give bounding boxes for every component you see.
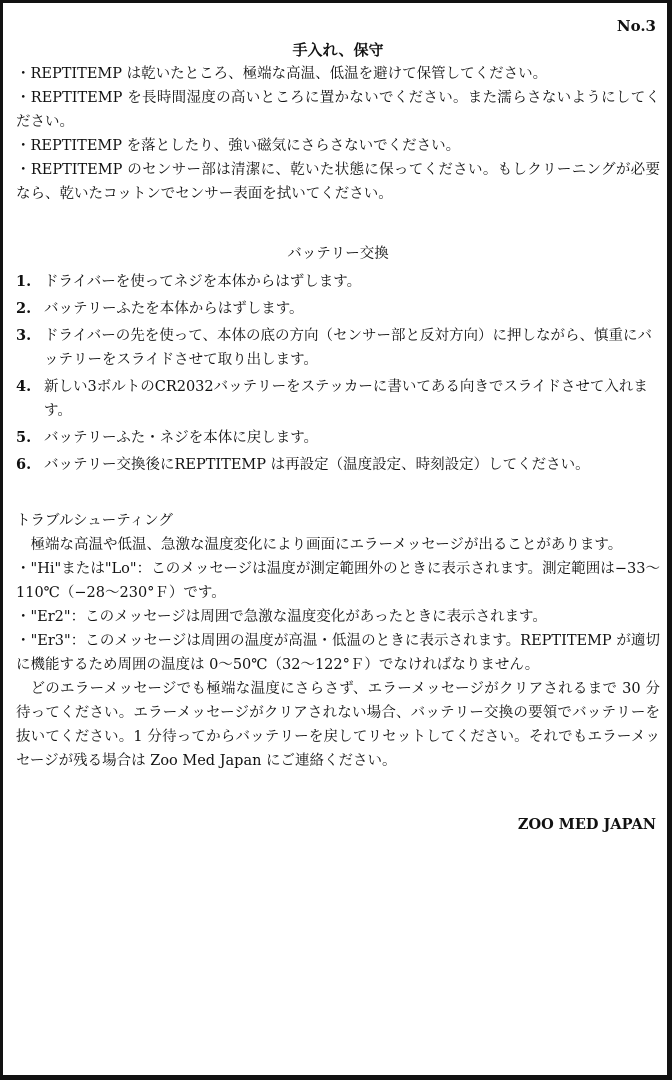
step-number: 5. xyxy=(16,429,32,446)
step-text: バッテリーふたを本体からはずします。 xyxy=(44,301,304,317)
battery-step xyxy=(16,270,660,294)
battery-title: バッテリー交換 xyxy=(287,246,389,262)
step-number: 4. xyxy=(16,378,32,395)
step-number: 3. xyxy=(16,327,32,344)
page-number: No.3 xyxy=(616,17,656,35)
battery-step xyxy=(16,375,660,423)
troubleshooting-closing: どのエラーメッセージでも極端な温度にさらさず、エラーメッセージがクリアされるまで 30 分待ってください。エラーメッセージがクリアされない場合、バッテリー交換の要領でバッテリーを抜いてください。1 分待ってからバッテリーを戻してリセットしてください。それでもエラーメッセージが残る場合は Zoo Med Japan にご連絡ください。 xyxy=(16,681,660,769)
troubleshooting-item: ・"Er2"：このメッセージは周囲で急激な温度変化があったときに表示されます。 xyxy=(16,609,547,625)
step-text: ドライバーを使ってネジを本体からはずします。 xyxy=(44,274,362,290)
company-signature: ZOO MED JAPAN xyxy=(517,816,656,833)
step-number: 2. xyxy=(16,300,32,317)
troubleshooting-item: ・"Er3"：このメッセージは周囲の温度が高温・低温のときに表示されます。REPTITEMP が適切に機能するため周囲の温度は 0～50℃（32～122°Ｆ）でなければなりません。 xyxy=(16,633,660,673)
step-text: バッテリー交換後にREPTITEMP は再設定（温度設定、時刻設定）してください。 xyxy=(44,457,590,473)
step-text: バッテリーふた・ネジを本体に戻します。 xyxy=(44,430,319,446)
battery-step xyxy=(16,426,660,450)
battery-step xyxy=(16,297,660,321)
maintenance-bullet: ・REPTITEMP を長時間湿度の高いところに置かないでください。また濡らさないようにしてください。 xyxy=(16,90,660,130)
maintenance-bullet: ・REPTITEMP は乾いたところ、極端な高温、低温を避けて保管してください。 xyxy=(16,66,548,82)
step-text: 新しい3ボルトのCR2032バッテリーをステッカーに書いてある向きでスライドさせて入れます。 xyxy=(44,379,648,419)
troubleshooting-title: トラブルシューティング xyxy=(16,513,173,529)
battery-step xyxy=(16,324,660,372)
battery-steps xyxy=(16,270,660,477)
step-number: 6. xyxy=(16,456,32,473)
step-number: 1. xyxy=(16,273,32,290)
battery-step xyxy=(16,453,660,477)
document-page xyxy=(16,14,660,837)
troubleshooting-item: ・"Hi"または"Lo"：このメッセージは温度が測定範囲外のときに表示されます。測定範囲は−33～110℃（−28～230°Ｆ）です。 xyxy=(16,561,660,601)
maintenance-bullet: ・REPTITEMP を落としたり、強い磁気にさらさないでください。 xyxy=(16,138,461,154)
troubleshooting-intro: 極端な高温や低温、急激な温度変化により画面にエラーメッセージが出ることがあります。 xyxy=(30,537,623,553)
step-text: ドライバーの先を使って、本体の底の方向（センサー部と反対方向）に押しながら、慎重にバッテリーをスライドさせて取り出します。 xyxy=(44,328,652,368)
maintenance-bullet: ・REPTITEMP のセンサー部は清潔に、乾いた状態に保ってください。もしクリーニングが必要なら、乾いたコットンでセンサー表面を拭いてください。 xyxy=(16,162,660,202)
maintenance-title: 手入れ、保守 xyxy=(292,41,384,59)
